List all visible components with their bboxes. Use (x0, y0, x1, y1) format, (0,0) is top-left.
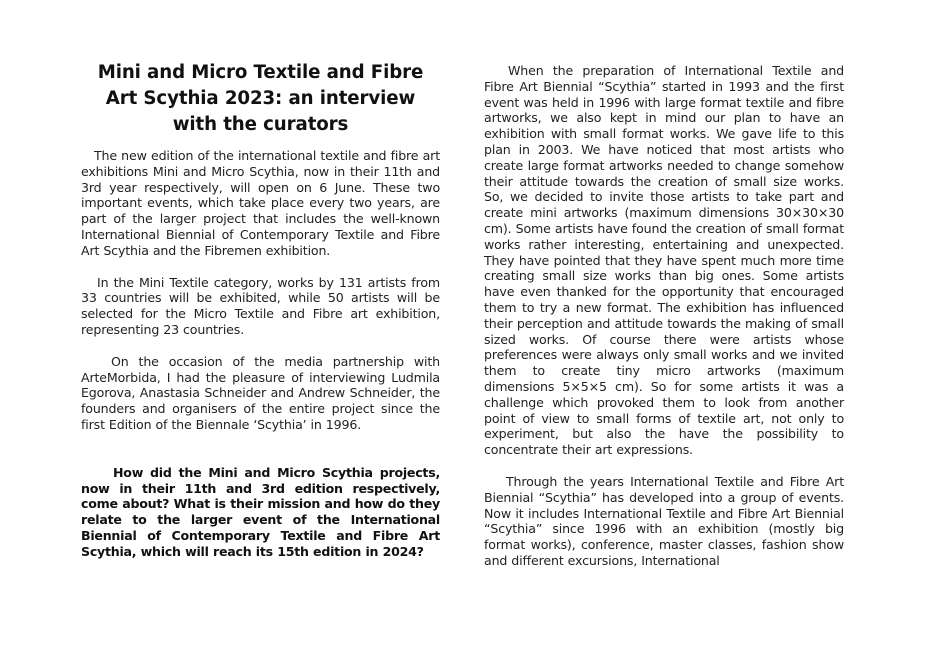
interview-question: How did the Mini and Micro Scythia projects, now in their 11th and 3rd edition respectively, come about? What is their mission and how do they relate to the larger event of the International Biennial of Contemporary Textile and Fibre Art Scythia, which will reach its 15th edition in 2024? (81, 464, 440, 559)
article-title: Mini and Micro Textile and Fibre Art Scythia 2023: an interview with the curators (97, 62, 424, 135)
intro-paragraph: In the Mini Textile category, works by 131 artists from 33 countries will be exhibited, while 50 artists will be selected for the Micro Textile and Fibre art exhibition, representing 23 countries. (81, 274, 440, 337)
answer-paragraph: When the preparation of International Textile and Fibre Art Biennial “Scythia” started in 1993 and the first event was held in 1996 with large format textile and fibre artworks, we also kept in mind our plan to have an exhibition with small format works. We gave life to this plan in 2003. We have noticed that most artists who create large format artworks needed to change somehow their attitude towards the creation of small size works. So, we decided to invite those artists to take part and create mini artworks (maximum dimensions 30×30×30 cm). Some artists have found the creation of small format works rather interesting, entertaining and unexpected. They have pointed that they have spent much more time creating small size works than big ones. Some artists have even thanked for the opportunity that encouraged them to try a new format. The exhibition has influenced their perception and attitude towards the making of small sized works. Of course there were artists whose preferences were always only small works and we invited them to create tiny micro artworks (maximum dimensions 5×5×5 cm). So for some artists it was a challenge which provoked them to look from another point of view to small forms of textile art, not only to experiment, but also the have the possibility to concentrate their art expressions. (484, 63, 844, 458)
left-column (81, 60, 440, 560)
right-column (484, 63, 844, 569)
answer-paragraph: Through the years International Textile and Fibre Art Biennial “Scythia” has developed into a group of events. Now it includes International Textile and Fibre Art Biennial “Scythia” since 1996 with an exhibition (mostly big format works), conference, master classes, fashion show and different excursions, International (484, 473, 844, 568)
intro-paragraph: On the occasion of the media partnership with ArteMorbida, I had the pleasure of interviewing Ludmila Egorova, Anastasia Schneider and Andrew Schneider, the founders and organisers of the entire project since the first Edition of the Biennale ‘Scythia’ in 1996. (81, 353, 440, 432)
intro-paragraph: The new edition of the international textile and fibre art exhibitions Mini and Micro Scythia, now in their 11th and 3rd year respectively, will open on 6 June. These two important events, which take place every two years, are part of the larger project that includes the well-known International Biennial of Contemporary Textile and Fibre Art Scythia and the Fibremen exhibition. (81, 148, 440, 258)
